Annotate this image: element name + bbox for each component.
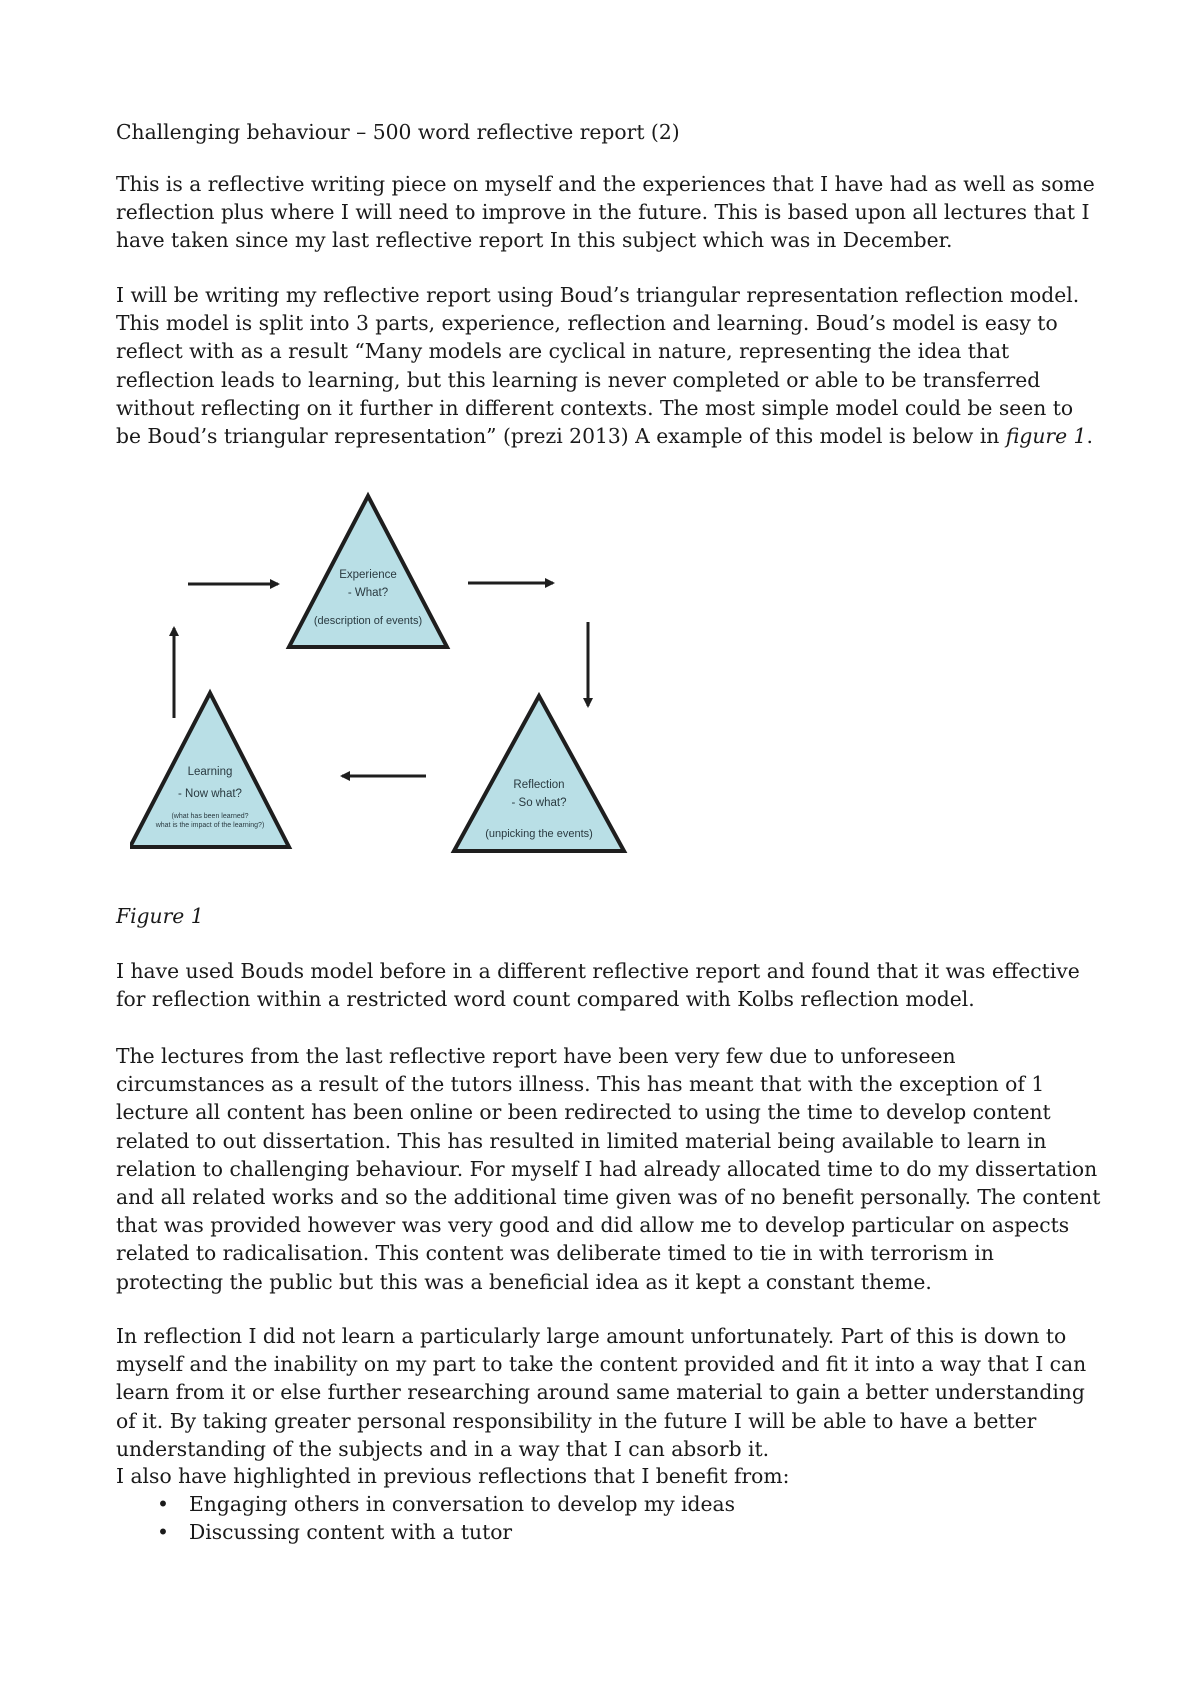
lectures-paragraph: The lectures from the last reflective report have been very few due to unforeseen circumstances as a result of the tutors illness. This has meant that with the exception of 1 lecture all content has been online or been redirected to using the time to develop content related to out dissertation. This has resulted in limited material being available to learn in relation to challenging behaviour. For myself I had already allocated time to do my dissertation and all related works and so the additional time given was of no benefit personally. The content that was provided however was very good and did allow me to develop particular on aspects related to radicalisation. This content was deliberate timed to tie in with terrorism in protecting the public but this was a beneficial idea as it kept a constant theme. [116, 1044, 1101, 1294]
benefit-list [155, 1490, 735, 1546]
list-item: • Engaging others in conversation to develop my ideas [155, 1490, 735, 1518]
model-paragraph [116, 281, 1101, 450]
model-paragraph-text: I will be writing my reflective report using Boud’s triangular representation reflection model. This model is split into 3 parts, experience, reflection and learning. Boud’s model is easy to reflect with as a result “Many models are cyclical in nature, representing the idea that reflection leads to learning, but this learning is never completed or able to be transferred without reflecting on it further in different contexts. The most simple model could be seen to be Boud’s triangular representation” (prezi 2013) A example of this model is below in [116, 283, 1080, 449]
reflection-subtitle: - So what? [511, 797, 567, 809]
learning-subtitle: - Now what? [178, 788, 242, 800]
bouds-model-figure [130, 488, 645, 858]
intro-paragraph: This is a reflective writing piece on myself and the experiences that I have had as well as some reflection plus where I will need to improve in the future. This is based upon all lectures that I have taken since my last reflective report In this subject which was in December. [116, 172, 1095, 253]
model-paragraph-end: . [1086, 424, 1093, 449]
learning-note-line1: (what has been learned? [171, 813, 249, 820]
experience-note: (description of events) [313, 615, 423, 627]
experience-title: Experience [339, 569, 397, 581]
figure-caption: Figure 1 [116, 904, 204, 928]
reflection-note: (unpicking the events) [485, 828, 593, 840]
experience-subtitle: - What? [347, 587, 389, 599]
reflection-paragraph: In reflection I did not learn a particularly large amount unfortunately. Part of this is down to myself and the inability on my part to take the content provided and fit it into a way that I can learn from it or else further researching around same material to gain a better understanding of it. By taking greater personal responsibility in the future I will be able to have a better understanding of the subjects and in a way that I can absorb it. [116, 1324, 1087, 1461]
benefit-intro: I also have highlighted in previous reflections that I benefit from: [116, 1464, 790, 1488]
learning-note-line2: what is the impact of the learning?) [155, 822, 265, 829]
list-item: • Discussing content with a tutor [155, 1518, 735, 1546]
document-title: Challenging behaviour – 500 word reflective report (2) [116, 120, 680, 144]
learning-title: Learning [187, 766, 233, 778]
bouds-paragraph: I have used Bouds model before in a different reflective report and found that it was effective for reflection within a restricted word count compared with Kolbs reflection model. [116, 959, 1080, 1012]
reflection-title: Reflection [513, 779, 565, 791]
figure-reference: figure 1 [1005, 424, 1087, 449]
